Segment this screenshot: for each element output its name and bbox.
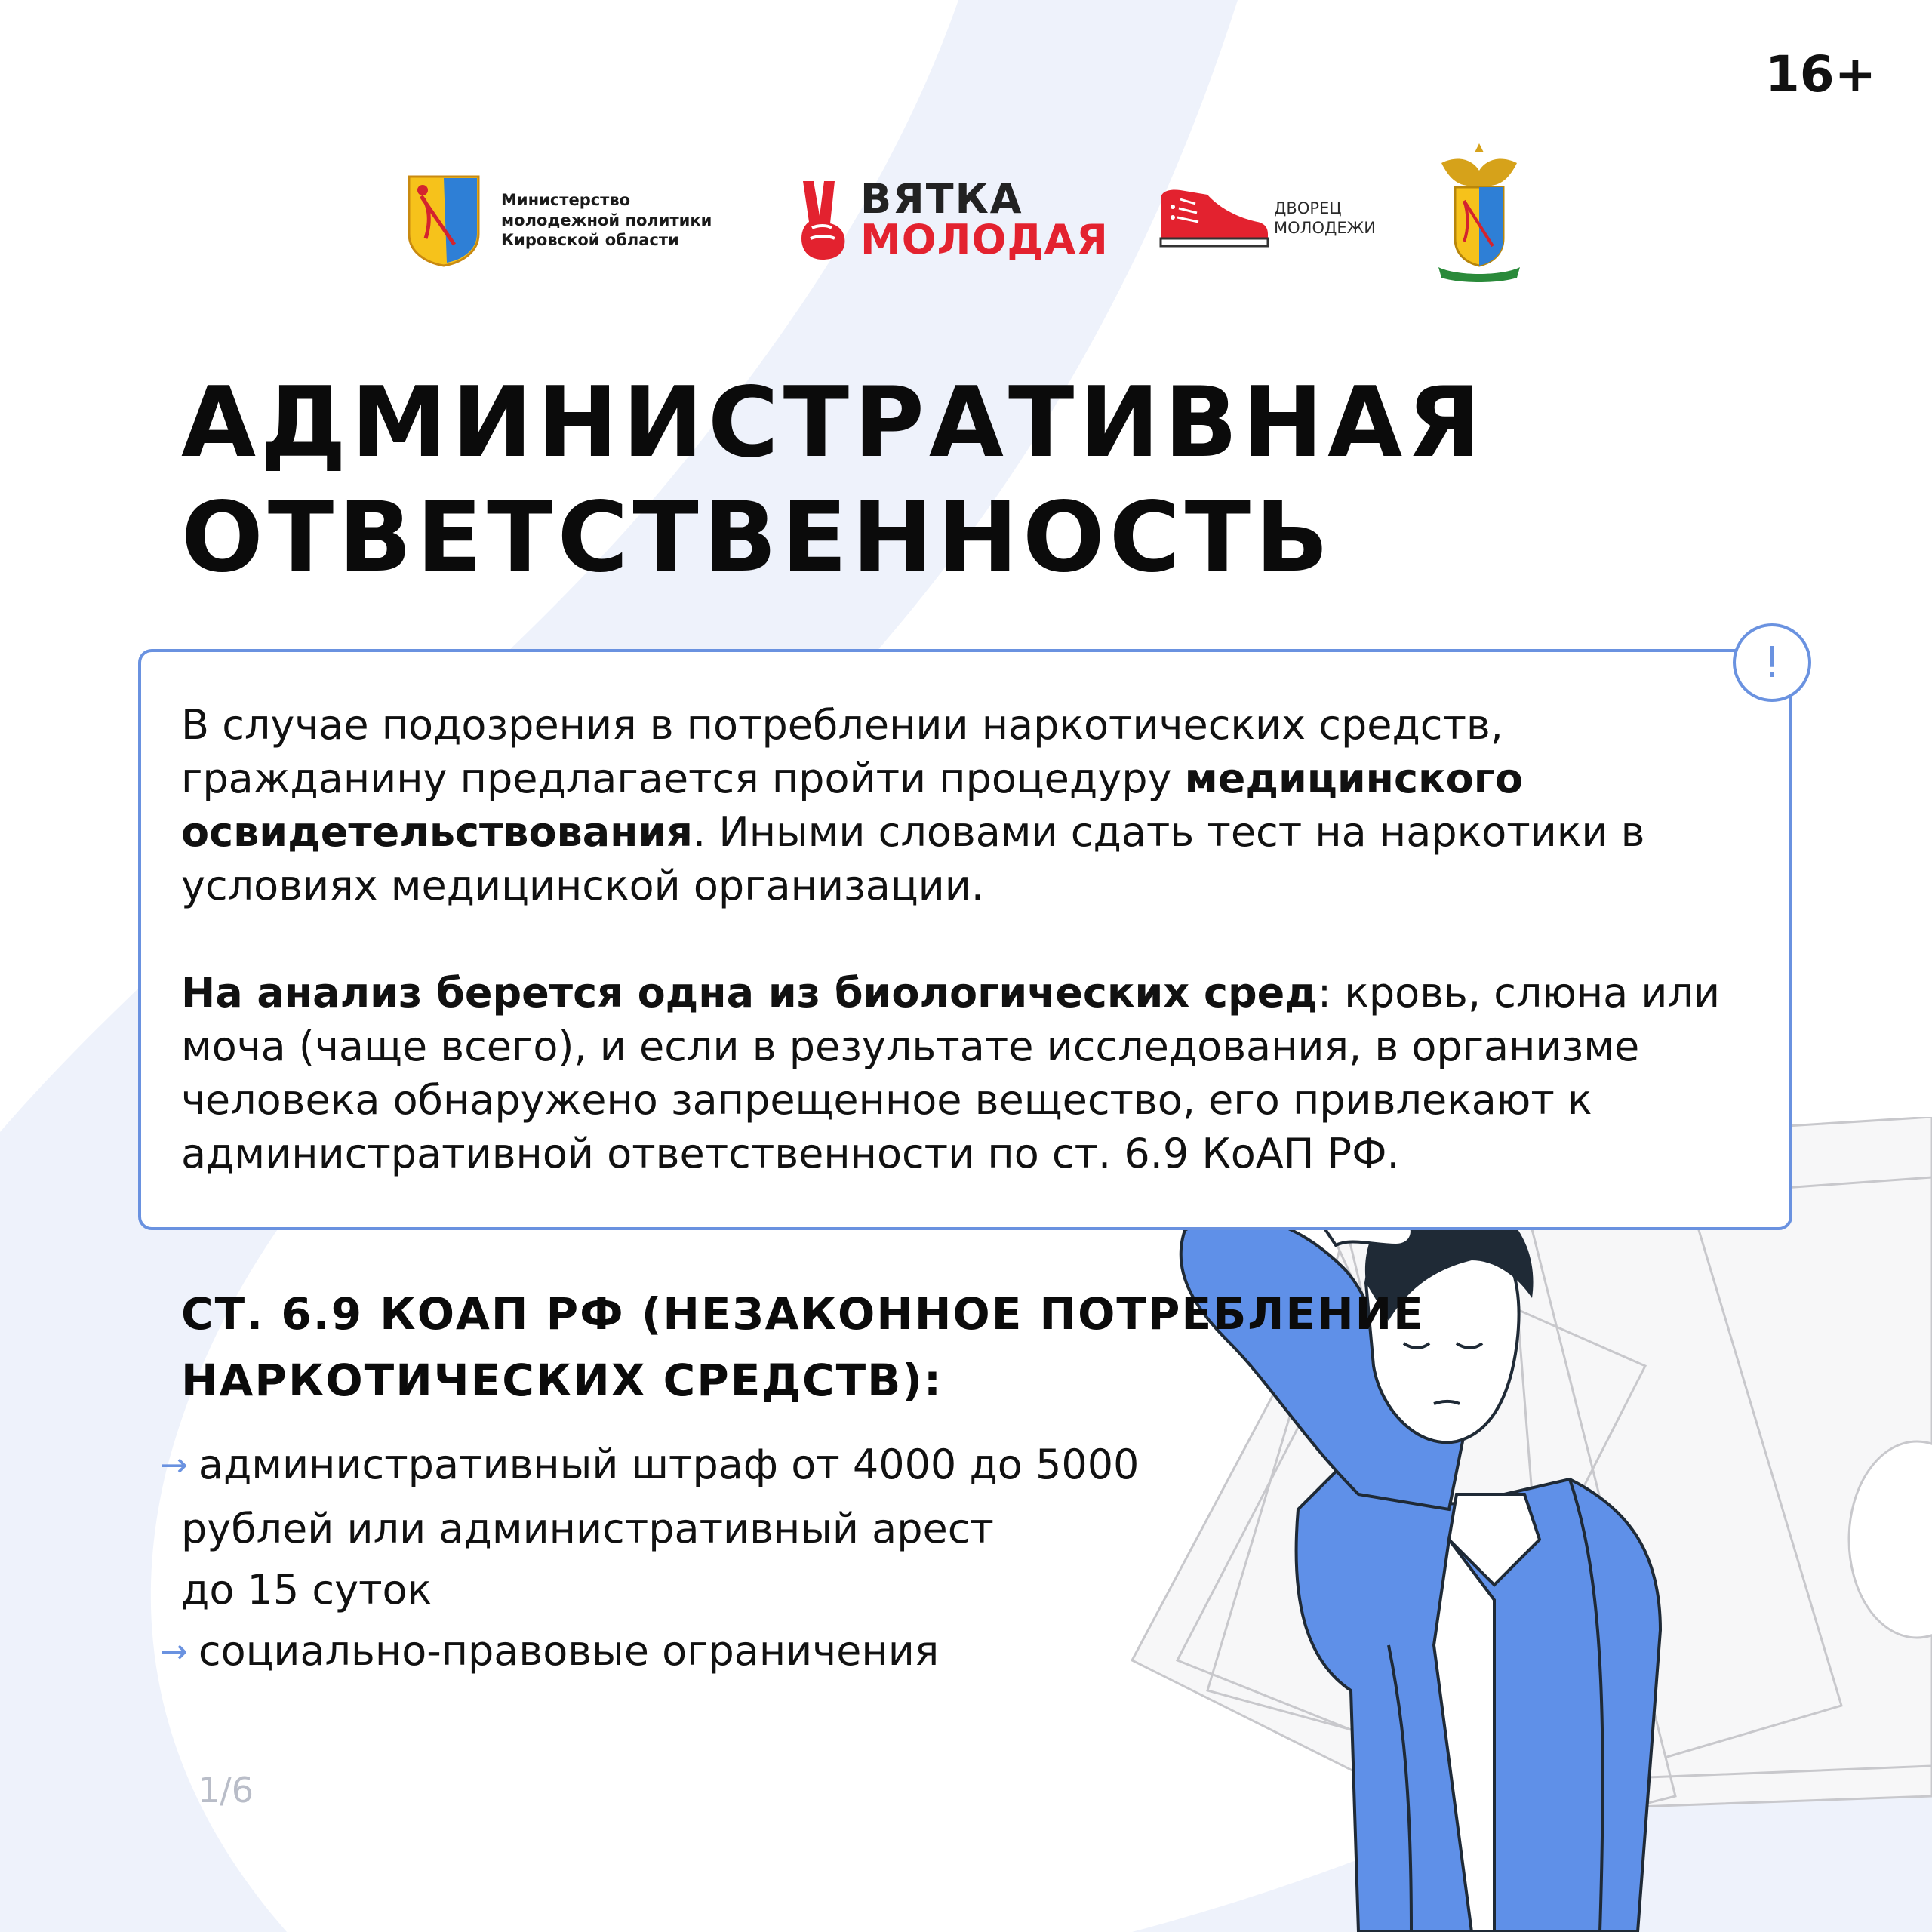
victory-hand-icon — [797, 178, 850, 261]
title-line-2: ОТВЕТСТВЕННОСТЬ — [181, 481, 1334, 594]
vyatka-word: ВЯТКА — [860, 175, 1023, 223]
info-bold-bio-samples: На анализ берется одна из биологических сред — [181, 969, 1318, 1017]
age-rating: 16+ — [1764, 45, 1876, 103]
worried-man-illustration — [1117, 1117, 1932, 1932]
law-heading — [181, 1281, 1425, 1414]
page-number: 1/6 — [198, 1770, 254, 1810]
sneaker-icon — [1158, 184, 1271, 252]
vyatka-molodaya-logo — [797, 175, 1109, 263]
ministry-logo — [406, 174, 728, 267]
info-text — [181, 698, 1736, 1180]
exclamation-icon: ! — [1733, 623, 1811, 702]
youth-palace-name: ДВОРЕЦ МОЛОДЕЖИ — [1274, 198, 1376, 237]
police-emblem-icon — [1434, 140, 1524, 284]
page-title — [181, 366, 1486, 595]
info-bold-medical-exam: медицинского освидетельствования — [181, 755, 1524, 856]
info-paragraph-1: В случае подозрения в потреблении наркотических средств, гражданину предлагается пройти процедуру медицинского освидетельствования. Иными словами сдать тест на наркотики в условиях медицинской организации. — [181, 701, 1645, 909]
law-heading-line-2: НАРКОТИЧЕСКИХ СРЕДСТВ): — [181, 1355, 943, 1406]
arrow-right-icon: → — [160, 1446, 188, 1484]
title-line-1: АДМИНИСТРАТИВНАЯ — [181, 367, 1486, 479]
list-item: → административный штраф от 4000 до 5000 рублей или административный арест до 15 суток — [160, 1441, 1140, 1614]
law-heading-line-1: СТ. 6.9 КОАП РФ (НЕЗАКОННОЕ ПОТРЕБЛЕНИЕ — [181, 1288, 1425, 1340]
police-emblem — [1434, 140, 1524, 287]
ministry-name: Министерство молодежной политики Кировской области — [501, 190, 712, 250]
partner-logos — [0, 136, 1932, 287]
penalties-list — [160, 1434, 1139, 1684]
info-paragraph-2: На анализ берется одна из биологических сред: кровь, слюна или моча (чаще всего), и если в результате исследования, в организме человека обнаружено запрещенное вещество, его привлекают к административной ответственности по ст. 6.9 КоАП РФ. — [181, 969, 1721, 1177]
arrow-right-icon: → — [160, 1632, 188, 1671]
list-item: → социально-правовые ограничения — [160, 1627, 940, 1675]
molodaya-word: МОЛОДАЯ — [860, 216, 1109, 263]
youth-palace-logo — [1158, 184, 1387, 252]
kirov-coat-of-arms-icon — [406, 174, 481, 267]
